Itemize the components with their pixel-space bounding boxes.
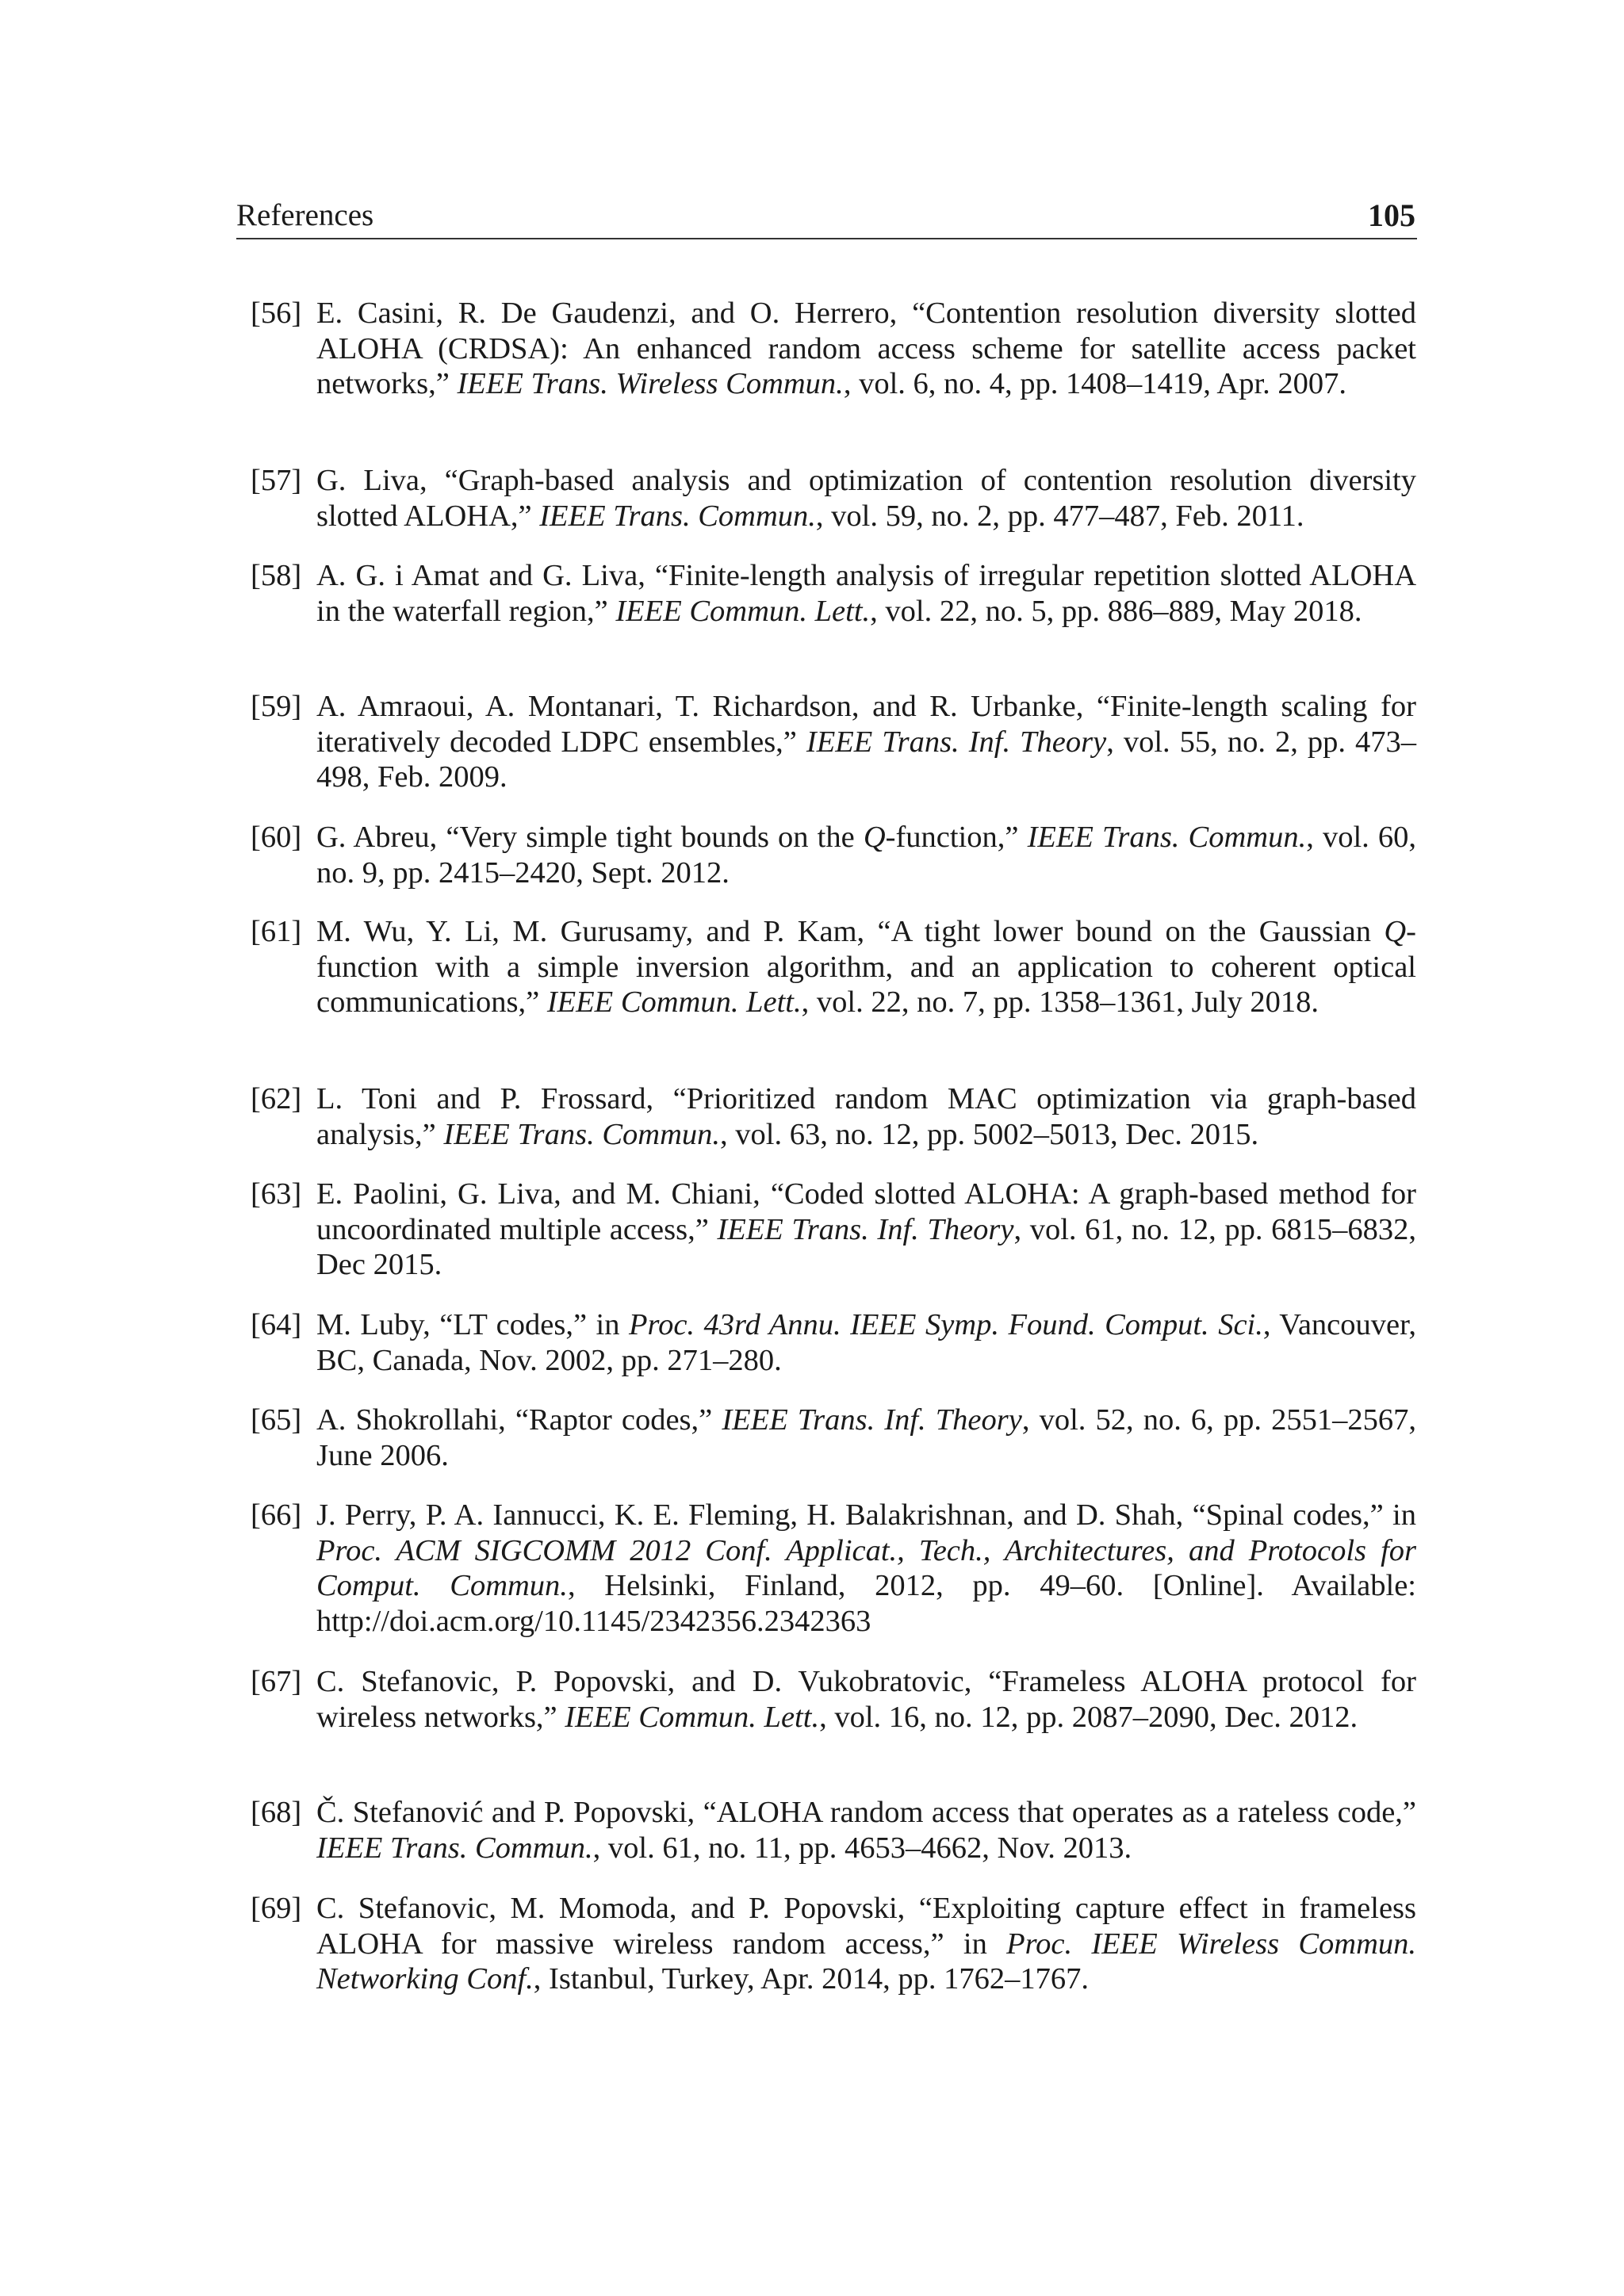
reference-segment: , vol. 61, no. 12, pp. 6815–6832, Dec 2015. xyxy=(316,1212,1416,1282)
reference-number: [69] xyxy=(251,1892,302,1925)
reference-segment: , Vancouver, BC, Canada, Nov. 2002, pp. 271–280. xyxy=(316,1308,1417,1377)
reference-text xyxy=(316,914,1416,1020)
reference-segment: , vol. 63, no. 12, pp. 5002–5013, Dec. 2015. xyxy=(720,1117,1259,1151)
reference-number: [68] xyxy=(251,1796,302,1829)
header-page-number: 105 xyxy=(1368,197,1415,233)
reference-segment: , vol. 22, no. 7, pp. 1358–1361, July 2018. xyxy=(801,985,1320,1020)
reference-segment: , vol. 60, no. 9, pp. 2415–2420, Sept. 2012. xyxy=(316,821,1417,890)
reference-italic-segment: IEEE Trans. Commun. xyxy=(443,1117,721,1151)
reference-italic-segment: Q xyxy=(1384,915,1407,948)
reference-text xyxy=(316,1891,1416,1997)
reference-text xyxy=(316,1307,1416,1378)
reference-segment: , vol. 55, no. 2, pp. 473–498, Feb. 2009. xyxy=(316,725,1416,794)
reference-segment: Č. Stefanović and P. Popovski, “ALOHA random access that operates as a rateless code,” xyxy=(316,1796,1416,1829)
reference-segment: C. Stefanovic, P. Popovski, and D. Vukobratovic, “Frameless ALOHA protocol for wireless networks,” xyxy=(316,1665,1416,1734)
reference-segment: -function with a simple inversion algorithm, and an application to coherent optical communications,” xyxy=(316,915,1416,1020)
reference-italic-segment: Proc. 43rd Annu. IEEE Symp. Found. Comput. Sci. xyxy=(629,1308,1263,1341)
reference-number: [64] xyxy=(251,1308,302,1341)
reference-number: [59] xyxy=(251,690,302,723)
reference-number: [66] xyxy=(251,1498,302,1532)
reference-text xyxy=(316,463,1416,534)
reference-segment: C. Stefanovic, M. Momoda, and P. Popovski, “Exploiting capture effect in frameless ALOHA for massive wireless random access,” in xyxy=(316,1892,1416,1961)
reference-text xyxy=(316,1664,1416,1735)
reference-number: [60] xyxy=(251,821,302,854)
reference-segment: A. Shokrollahi, “Raptor codes,” xyxy=(316,1403,722,1437)
reference-text xyxy=(316,1498,1416,1640)
reference-number: [58] xyxy=(251,559,302,592)
reference-segment: J. Perry, P. A. Iannucci, K. E. Fleming, H. Balakrishnan, and D. Shah, “Spinal codes,” in xyxy=(316,1498,1416,1532)
reference-italic-segment: IEEE Trans. Wireless Commun. xyxy=(457,367,844,401)
reference-segment: , Helsinki, Finland, 2012, pp. 49–60. [Online]. Available: http://doi.acm.org/10.1145/2342356.2342363 xyxy=(316,1569,1416,1639)
reference-segment: E. Casini, R. De Gaudenzi, and O. Herrero, “Contention resolution diversity slotted ALOHA (CRDSA): An enhanced random access scheme for satellite access packet networks,” xyxy=(316,297,1416,401)
reference-segment: M. Luby, “LT codes,” in xyxy=(316,1308,630,1341)
reference-segment: , Istanbul, Turkey, Apr. 2014, pp. 1762–1767. xyxy=(533,1962,1089,1996)
reference-text xyxy=(316,1177,1416,1283)
reference-italic-segment: IEEE Trans. Inf. Theory xyxy=(806,725,1107,759)
reference-segment: , vol. 61, no. 11, pp. 4653–4662, Nov. 2013. xyxy=(592,1831,1132,1865)
reference-number: [67] xyxy=(251,1665,302,1698)
reference-number: [65] xyxy=(251,1403,302,1437)
header-section-title: References xyxy=(236,198,374,232)
reference-segment: , vol. 22, no. 5, pp. 886–889, May 2018. xyxy=(870,594,1362,628)
reference-italic-segment: IEEE Trans. Commun. xyxy=(316,1831,593,1865)
reference-text xyxy=(316,820,1416,890)
reference-number: [56] xyxy=(251,297,302,330)
reference-italic-segment: Proc. IEEE Wireless Commun. Networking Conf. xyxy=(316,1927,1416,1996)
reference-text xyxy=(316,558,1416,629)
running-header xyxy=(236,197,1417,239)
reference-segment: , vol. 16, no. 12, pp. 2087–2090, Dec. 2012. xyxy=(819,1700,1358,1734)
reference-text xyxy=(316,1795,1416,1866)
reference-segment: G. Liva, “Graph-based analysis and optimization of contention resolution diversity slotted ALOHA,” xyxy=(316,464,1416,533)
reference-segment: G. Abreu, “Very simple tight bounds on the xyxy=(316,821,864,854)
reference-segment: M. Wu, Y. Li, M. Gurusamy, and P. Kam, “A tight lower bound on the Gaussian xyxy=(316,915,1385,948)
reference-text xyxy=(316,689,1416,795)
reference-italic-segment: IEEE Trans. Inf. Theory xyxy=(717,1212,1014,1246)
reference-number: [63] xyxy=(251,1177,302,1211)
reference-segment: , vol. 6, no. 4, pp. 1408–1419, Apr. 2007. xyxy=(843,367,1347,401)
reference-text xyxy=(316,1402,1416,1473)
reference-segment: E. Paolini, G. Liva, and M. Chiani, “Coded slotted ALOHA: A graph-based method for uncoordinated multiple access,” xyxy=(316,1177,1416,1246)
reference-segment: A. G. i Amat and G. Liva, “Finite-length analysis of irregular repetition slotted ALOHA in the waterfall region,” xyxy=(316,559,1416,628)
reference-italic-segment: IEEE Commun. Lett. xyxy=(565,1700,820,1734)
reference-italic-segment: IEEE Commun. Lett. xyxy=(615,594,871,628)
reference-italic-segment: IEEE Commun. Lett. xyxy=(546,985,802,1020)
reference-segment: -function,” xyxy=(885,821,1028,854)
reference-segment: , vol. 52, no. 6, pp. 2551–2567, June 2006. xyxy=(316,1403,1416,1472)
reference-italic-segment: IEEE Trans. Commun. xyxy=(539,499,816,533)
reference-segment: A. Amraoui, A. Montanari, T. Richardson, and R. Urbanke, “Finite-length scaling for iteratively decoded LDPC ensembles,” xyxy=(316,690,1416,759)
reference-italic-segment: Q xyxy=(863,821,886,854)
reference-text xyxy=(316,1081,1416,1152)
reference-italic-segment: Proc. ACM SIGCOMM 2012 Conf. Applicat., Tech., Architectures, and Protocols for Comput. Commun. xyxy=(316,1533,1416,1603)
reference-text xyxy=(316,296,1416,402)
reference-number: [57] xyxy=(251,464,302,497)
reference-italic-segment: IEEE Trans. Commun. xyxy=(1027,821,1307,854)
reference-segment: , vol. 59, no. 2, pp. 477–487, Feb. 2011. xyxy=(815,499,1304,533)
reference-number: [62] xyxy=(251,1082,302,1115)
reference-italic-segment: IEEE Trans. Inf. Theory xyxy=(722,1403,1022,1437)
reference-number: [61] xyxy=(251,915,302,948)
reference-segment: L. Toni and P. Frossard, “Prioritized random MAC optimization via graph-based analysis,” xyxy=(316,1082,1416,1151)
